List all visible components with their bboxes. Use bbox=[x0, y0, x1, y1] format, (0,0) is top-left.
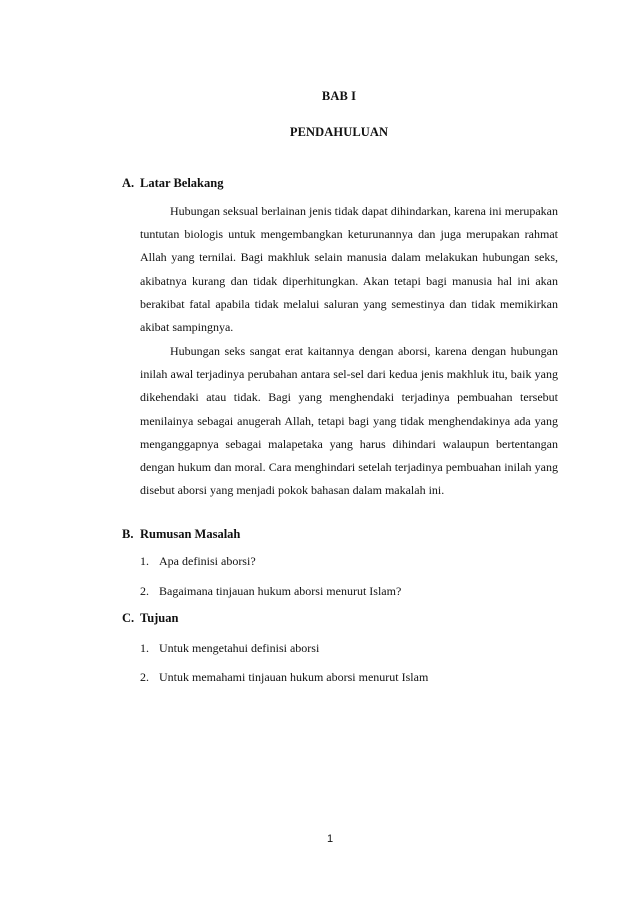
list-text: Bagaimana tinjauan hukum aborsi menurut Islam? bbox=[159, 584, 402, 598]
list-text: Untuk mengetahui definisi aborsi bbox=[159, 641, 320, 655]
section-title: Rumusan Masalah bbox=[140, 527, 241, 541]
list-number: 2. bbox=[140, 584, 149, 598]
section-heading-b bbox=[122, 527, 240, 542]
section-letter: C. bbox=[122, 611, 135, 625]
list-number: 1. bbox=[140, 641, 149, 655]
section-heading-a bbox=[122, 176, 223, 191]
section-title: Tujuan bbox=[140, 611, 179, 625]
page-number: 1 bbox=[326, 833, 334, 845]
section-title: Latar Belakang bbox=[140, 176, 224, 190]
list-text: Apa definisi aborsi? bbox=[159, 554, 256, 568]
list-item bbox=[140, 554, 256, 569]
list-number: 2. bbox=[140, 670, 149, 684]
list-number: 1. bbox=[140, 554, 149, 568]
chapter-title: PENDAHULUAN bbox=[289, 125, 389, 139]
list-text: Untuk memahami tinjauan hukum aborsi menurut Islam bbox=[159, 670, 429, 684]
section-letter: A. bbox=[122, 176, 135, 190]
paragraph: Hubungan seks sangat erat kaitannya dengan aborsi, karena dengan hubungan inilah awal terjadinya perubahan antara sel-sel dari kedua jenis makhluk itu, baik yang dikehendaki atau tidak. Bagi yang menghendaki terjadinya pembuahan tersebut menilainya sebagai anugerah Allah, tetapi bagi yang tidak menghendakinya ada yang menganggapnya sebagai malapetaka yang harus dihindari walaupun bertentangan dengan hukum dan moral. Cara menghindari setelah terjadinya pembuahan inilah yang disebut aborsi yang menjadi pokok bahasan dalam makalah ini. bbox=[140, 344, 558, 498]
section-letter: B. bbox=[122, 527, 134, 541]
list-item bbox=[140, 641, 319, 656]
chapter-number: BAB I bbox=[321, 89, 357, 103]
list-item bbox=[140, 584, 401, 599]
section-heading-c bbox=[122, 611, 178, 626]
paragraph: Hubungan seksual berlainan jenis tidak dapat dihindarkan, karena ini merupakan tuntutan biologis untuk mengembangkan keturunannya dan juga merupakan rahmat Allah yang ternilai. Bagi makhluk selain manusia dalam melakukan hubungan seks, akibatnya kurang dan tidak diperhitungkan. Akan tetapi bagi manusia hal ini akan berakibat fatal apabila tidak melalui saluran yang semestinya dan tidak memikirkan akibat sampingnya. bbox=[140, 204, 558, 335]
list-item bbox=[140, 670, 428, 685]
